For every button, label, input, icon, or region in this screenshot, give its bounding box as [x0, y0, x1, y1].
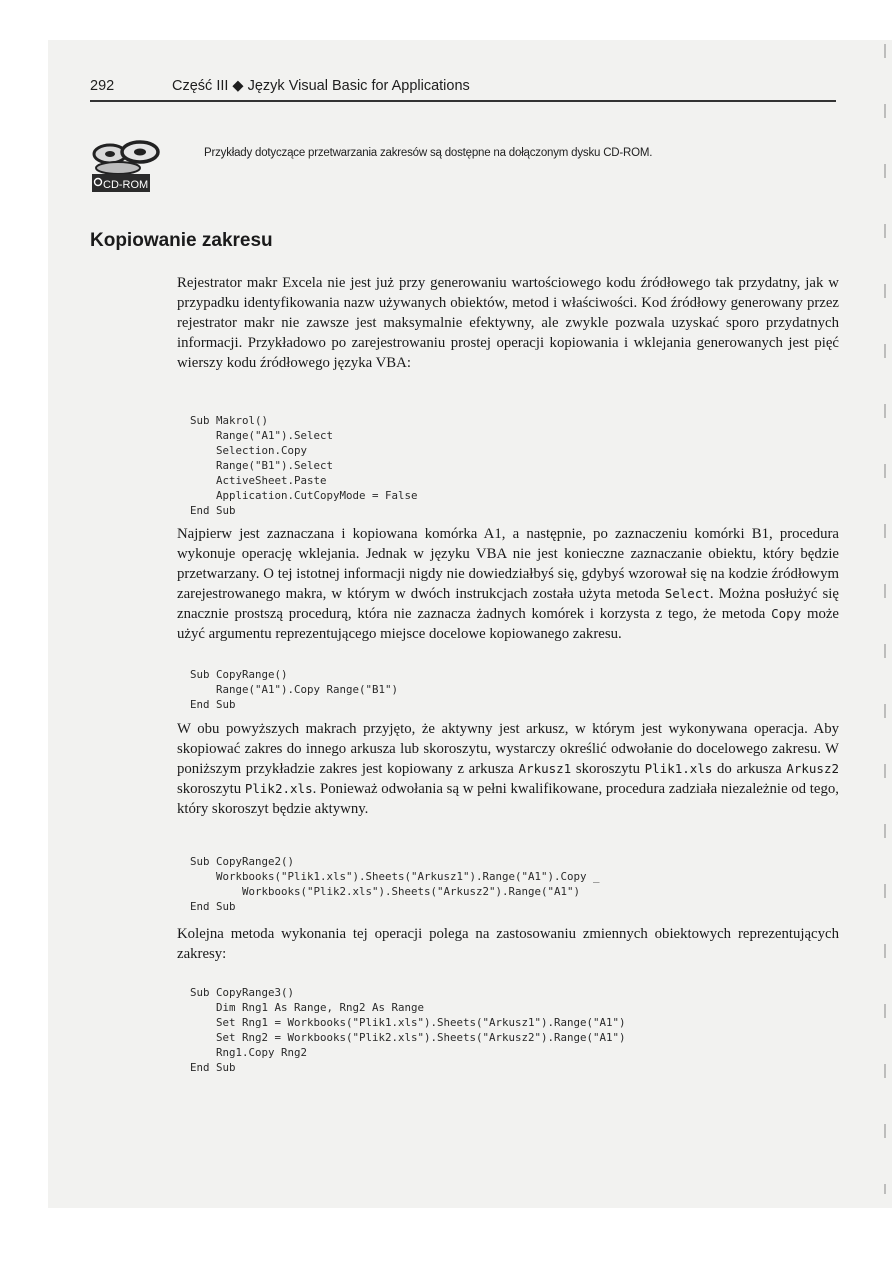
page-number: 292: [90, 78, 115, 94]
running-title: Część III ◆ Język Visual Basic for Applications: [172, 78, 470, 94]
text-run: do arkusza: [712, 761, 787, 777]
cd-note-text: Przykłady dotyczące przetwarzania zakresów są dostępne na dołączonym dysku CD-ROM.: [204, 147, 653, 159]
section-heading: Kopiowanie zakresu: [90, 230, 273, 251]
inline-code: Arkusz2: [786, 761, 839, 776]
inline-code: Select: [664, 586, 710, 601]
page-edge-shadow: [884, 44, 886, 1194]
text-run: może użyć argumentu reprezentującego miejsce docelowe kopiowanego zakresu.: [177, 606, 839, 642]
text-run: skoroszytu: [571, 761, 645, 777]
running-header: [90, 78, 836, 102]
inline-code: Arkusz1: [518, 761, 572, 776]
text-run: W obu powyższych makrach przyjęto, że aktywny jest arkusz, w którym jest wykonywana operacja. Aby skopiować zakres do innego arkusza lub skoroszytu, wystarczy określić odwołanie do docelowego zakresu. W poniższym przykładzie zakres jest kopiowany z arkusza: [177, 721, 839, 777]
header-rule: [90, 100, 836, 102]
code-block-copyrange2: Sub CopyRange2() Workbooks("Plik1.xls").Sheets("Arkusz1").Range("A1").Copy _ Workbooks("Plik2.xls").Sheets("Arkusz2").Range("A1") End Sub: [190, 855, 600, 913]
paragraph-other-sheet: [177, 719, 839, 819]
inline-code: Plik2.xls: [244, 781, 313, 796]
inline-code: Copy: [771, 606, 802, 621]
cd-rom-icon: [90, 138, 170, 194]
paragraph-intro: Rejestrator makr Excela nie jest już przy generowaniu wartościowego kodu źródłowego tak przydatny, jak w przypadku identyfikowania nazw używanych obiektów, metod i właściwości. Kod źródłowy generowany przez rejestrator makr nie zawsze jest maksymalnie efektywny, ale zwykle pozwala uzyskać sporo przydatnych informacji. Przykładowo po zarejestrowaniu prostej operacji kopiowania i wklejania generowanych jest pięć wierszy kodu źródłowego języka VBA:: [177, 275, 839, 371]
paragraph-select-explanation: [177, 524, 839, 644]
inline-code: Plik1.xls: [644, 761, 713, 776]
paragraph-object-variables: Kolejna metoda wykonania tej operacji polega na zastosowaniu zmiennych obiektowych reprezentujących zakresy:: [177, 926, 839, 962]
text-run: skoroszytu: [177, 781, 245, 797]
code-block-makro1: Sub Makrol() Range("A1").Select Selection.Copy Range("B1").Select ActiveSheet.Paste Application.CutCopyMode = False End Sub: [190, 414, 418, 517]
code-block-copyrange3: Sub CopyRange3() Dim Rng1 As Range, Rng2 As Range Set Rng1 = Workbooks("Plik1.xls").Sheets("Arkusz1").Range("A1") Set Rng2 = Workbooks("Plik2.xls").Sheets("Arkusz2").Range("A1") Rng1.Copy Rng2 End Sub: [190, 986, 626, 1074]
cd-rom-label: CD-ROM: [103, 179, 149, 191]
code-block-copyrange: Sub CopyRange() Range("A1").Copy Range("B1") End Sub: [190, 668, 399, 711]
text-run: . Można posłużyć się znacznie prostszą procedurą, która nie zaznacza żadnych komórek i korzysta z tego, że metoda: [177, 586, 839, 622]
text-run: Najpierw jest zaznaczana i kopiowana komórka A1, a następnie, po zaznaczeniu komórki B1, procedura wykonuje operację wklejania. Jednak w języku VBA nie jest konieczne zaznaczanie obiektu, który będzie przetwarzany. O tej istotnej informacji nigdy nie dowiedziałbyś się, gdybyś wzorował się na kodzie źródłowym zarejestrowanego makra, w którym w dwóch instrukcjach została użyta metoda: [177, 526, 839, 602]
text-run: . Ponieważ odwołania są w pełni kwalifikowane, procedura zadziała niezależnie od tego, który skoroszyt będzie aktywny.: [177, 781, 839, 817]
